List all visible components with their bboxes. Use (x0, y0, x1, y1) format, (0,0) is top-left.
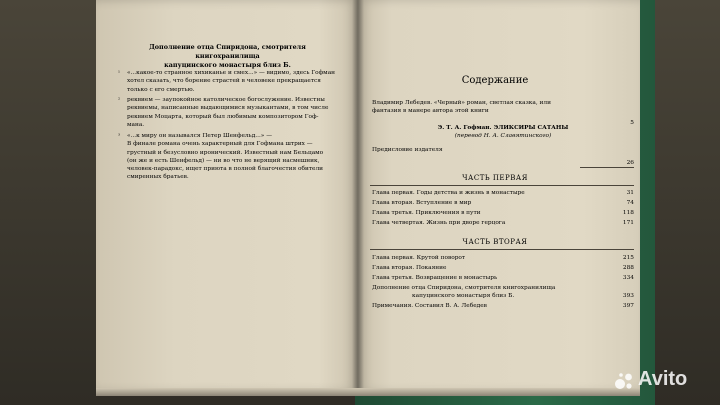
note-line: «...какое-то странное хихиканье и смех...» — видимо, здесь Гофман (127, 70, 336, 76)
toc-page-number: 118 (622, 210, 634, 216)
toc-chapter-entry (372, 209, 634, 217)
toc-preface-entry (372, 146, 634, 166)
title-line: Дополнение отца Спиридона, смотрителя книгохранилища (149, 43, 306, 60)
toc-chapter-entry (372, 274, 634, 282)
watermark-text: Avito (638, 368, 688, 390)
note-line: человек-парадокс, ищет приюта в полной благочестия обители (127, 166, 324, 173)
toc-line: Глава четвертая. Жизнь при дворе герцога (372, 220, 506, 226)
avito-watermark (614, 366, 714, 394)
book-gutter (352, 0, 364, 392)
page-edges (96, 388, 640, 396)
toc-line: (перевод Н. А. Славятинского) (454, 133, 552, 139)
note-line: реквиемы, написанные выдающимися музыкантами, в том числе (127, 105, 329, 112)
contents-title: Содержание (461, 75, 529, 86)
note-number: ² (118, 97, 121, 103)
toc-page-number: 334 (622, 275, 634, 281)
toc-line: Глава первая. Годы детства и жизнь в монастыре (372, 190, 525, 196)
toc-page-number: 171 (622, 220, 634, 226)
note-2 (118, 96, 342, 129)
toc-chapter-entry (372, 254, 634, 262)
title-line: капуцинского монастыря близ Б. (164, 61, 291, 69)
avito-dots-icon (614, 371, 634, 391)
note-line: (он же и есть Шенфельд) — ни во что не верящий насмешник, (127, 157, 320, 164)
note-line: реквием — заупокойное католическое богослужение. Известны (127, 97, 325, 103)
toc-line: Глава вторая. Вступление в мир (372, 200, 472, 206)
toc-line: Глава третья. Возвращение в монастырь (372, 275, 498, 281)
toc-chapter-entry (372, 264, 634, 272)
toc-line: Глава вторая. Покаяние (372, 265, 447, 271)
toc-line: Владимир Лебедев. «Черный» роман, светлая сказка, или (372, 100, 551, 106)
note-line: В финале романа очень характерный для Гофмана штрих — (127, 141, 313, 148)
toc-page-number: 393 (622, 293, 634, 299)
toc-line: капуцинского монастыря близ Б. (412, 293, 515, 299)
toc-page-number: 288 (622, 265, 634, 271)
note-number: ¹ (118, 70, 121, 76)
toc-line: Примечания. Составил В. А. Лебедев (372, 303, 487, 309)
note-line: грустный и безусловно иронический. Известный нам Бельцамо (127, 149, 324, 156)
toc-intro-entry (372, 99, 634, 126)
toc-line: Дополнение отца Спиридона, смотрителя книгохранилища (372, 285, 556, 291)
note-line: мана. (127, 121, 145, 128)
toc-page-number: 31 (626, 190, 634, 196)
toc-chapter-entry (372, 189, 634, 197)
note-1 (118, 69, 342, 94)
toc-chapter-entry (372, 302, 634, 310)
toc-page-number: 26 (626, 160, 634, 166)
toc-line: Э. Т. А. Гофман. ЭЛИКСИРЫ САТАНЫ (437, 125, 569, 131)
toc-line: Глава первая. Крутой поворот (372, 255, 466, 261)
divider (580, 167, 634, 168)
toc-page-number: 215 (622, 255, 634, 261)
toc-chapter-entry (372, 199, 634, 207)
toc-chapter-entry (372, 284, 634, 300)
toc-page-number: 5 (630, 120, 634, 126)
part-two-title: ЧАСТЬ ВТОРАЯ (462, 238, 528, 246)
divider (370, 249, 634, 250)
note-line: реквием Моцарта, который был любимым композитором Гоф- (127, 113, 319, 120)
note-number: ³ (118, 133, 121, 139)
toc-line: Предисловие издателя (372, 147, 443, 153)
note-3 (118, 132, 342, 182)
note-line: смиренных братьев. (127, 174, 189, 181)
note-line: только с его смертью. (127, 86, 195, 93)
left-page-title (125, 43, 330, 70)
toc-page-number: 74 (626, 200, 634, 206)
toc-chapter-entry (372, 219, 634, 227)
toc-line: Глава третья. Приключения в пути (372, 210, 481, 216)
toc-line: фантазия в манере автора этой книги (372, 108, 489, 114)
part-one-title: ЧАСТЬ ПЕРВАЯ (462, 174, 528, 182)
note-line: «...к миру он назывался Петер Шенфельд...» — (127, 133, 272, 139)
divider (370, 185, 634, 186)
toc-novel-entry (372, 124, 634, 140)
note-line: хотел сказать, что борение страстей в человеке прекращается (127, 78, 321, 85)
toc-page-number: 397 (622, 303, 634, 309)
